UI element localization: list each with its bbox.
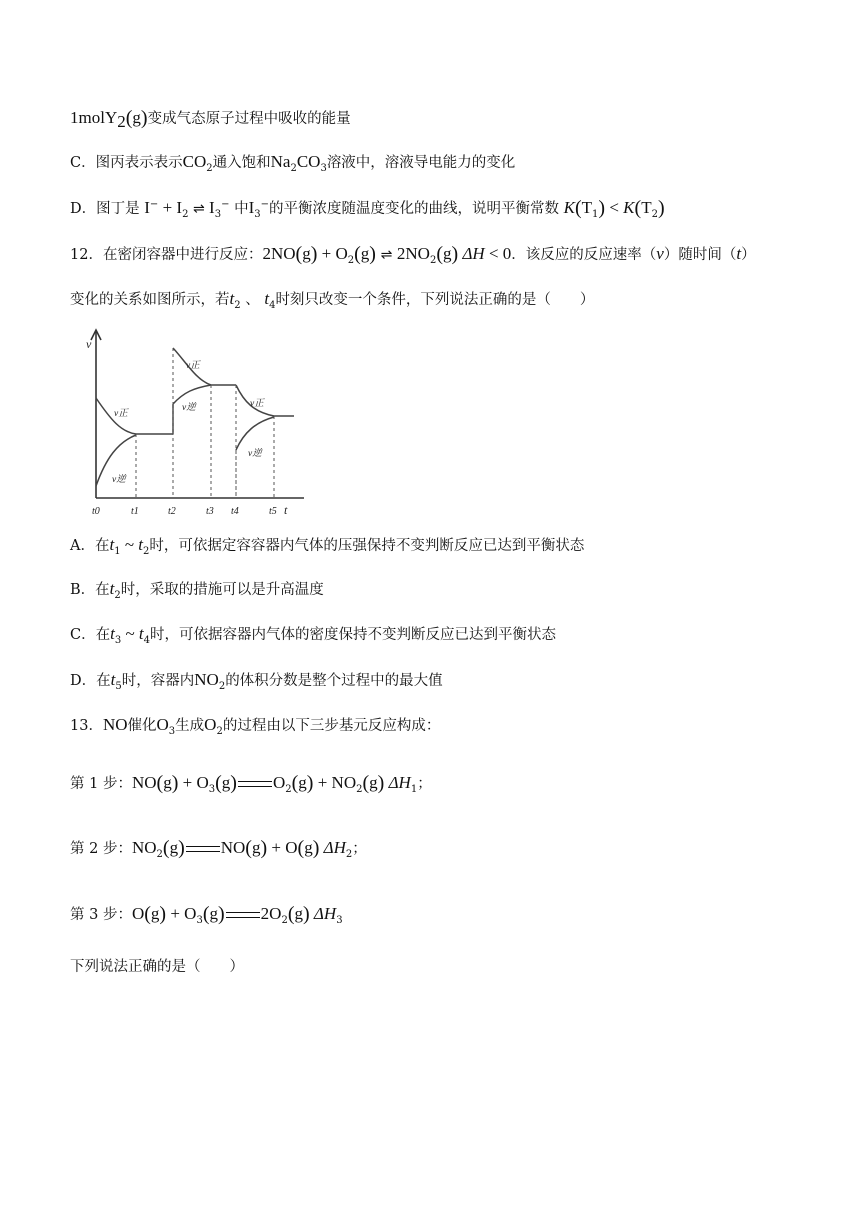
equals-bar bbox=[226, 912, 260, 918]
tick-t3: t3 bbox=[206, 506, 214, 517]
curve-v-forward-1 bbox=[96, 398, 173, 434]
rate-time-graph bbox=[76, 322, 316, 518]
question-12-cont: 变化的关系如图所示，若$t_2$ 、 $t_4$时刻只改变一个条件，下列说法正确的是（ ） bbox=[70, 289, 595, 311]
option-a: A．在$t_1$ ~ $t_2$时，可依据定容容器内气体的压强保持不变判断反应已达到平衡状态 bbox=[70, 535, 585, 557]
step-3: 第 3 步：$O(g) + O_3(g)$ $2O_2(g)$ $\Delta H_3$ bbox=[70, 903, 343, 926]
equals-bar bbox=[238, 781, 272, 787]
option-b: B．在$t_2$时，采取的措施可以是升高温度 bbox=[70, 579, 324, 601]
tick-t0: t0 bbox=[92, 506, 100, 517]
curve-v-reverse-2 bbox=[173, 385, 211, 404]
label-v-reverse-3: v逆 bbox=[248, 449, 262, 459]
label-v-forward-2: v正 bbox=[186, 361, 200, 371]
tick-labels bbox=[92, 506, 277, 517]
option-c: C．在$t_3$ ~ $t_4$时，可依据容器内气体的密度保持不变判断反应已达到平衡状态 bbox=[70, 624, 557, 646]
tick-t2: t2 bbox=[168, 506, 176, 517]
label-v-reverse-2: v逆 bbox=[182, 403, 196, 413]
option-d: D．在$t_5$时，容器内$NO_2$的体积分数是整个过程中的最大值 bbox=[70, 670, 443, 692]
tick-t1: t1 bbox=[131, 506, 139, 517]
question-12: 12．在密闭容器中进行反应：$2NO(g) + O_2(g)$ ⇌ $2NO_2(g) \Delta H < 0$．该反应的反应速率（v）随时间（t） bbox=[70, 243, 756, 266]
curve-v-reverse-3 bbox=[236, 417, 274, 450]
equals-bar bbox=[186, 846, 220, 852]
label-v-reverse-1: v逆 bbox=[112, 475, 126, 485]
dashed-guides bbox=[136, 348, 274, 498]
x-axis-label: t bbox=[284, 503, 288, 517]
curve-v-forward-2 bbox=[173, 348, 236, 385]
question-13-prompt: 下列说法正确的是（ ） bbox=[70, 959, 244, 975]
option-c-prev: C．图丙表示表示$CO_2$通入饱和$Na_2CO_3$溶液中，溶液导电能力的变化 bbox=[70, 152, 516, 174]
tick-t5: t5 bbox=[269, 506, 277, 517]
curve-v-forward-3 bbox=[236, 385, 294, 416]
curve-labels bbox=[112, 360, 265, 485]
y-axis-label: v bbox=[86, 337, 92, 351]
option-b-continuation: 1molY$_2$(g)变成气态原子过程中吸收的能量 bbox=[70, 107, 351, 131]
step-2: 第 2 步：$NO_2(g) NO(g) + O(g)$ $\Delta H_2$； bbox=[70, 837, 367, 860]
question-13: 13．NO催化$O_3$生成$O_2$的过程由以下三步基元反应构成： bbox=[70, 715, 441, 737]
option-d-prev: D．图丁是 $I^- + I_2$ ⇌ $I_3^-$ 中$I_3^-$的平衡浓度随温度变化的曲线，说明平衡常数 $K(T_1) < K(T_2)$ bbox=[70, 197, 665, 220]
label-v-forward-1: v正 bbox=[114, 409, 128, 419]
step-1: 第 1 步：$NO(g) + O_3(g) O_2(g) + NO_2(g)$ $\Delta H_1$； bbox=[70, 772, 432, 795]
label-v-forward-3: v正 bbox=[250, 399, 264, 409]
tick-t4: t4 bbox=[231, 506, 239, 517]
